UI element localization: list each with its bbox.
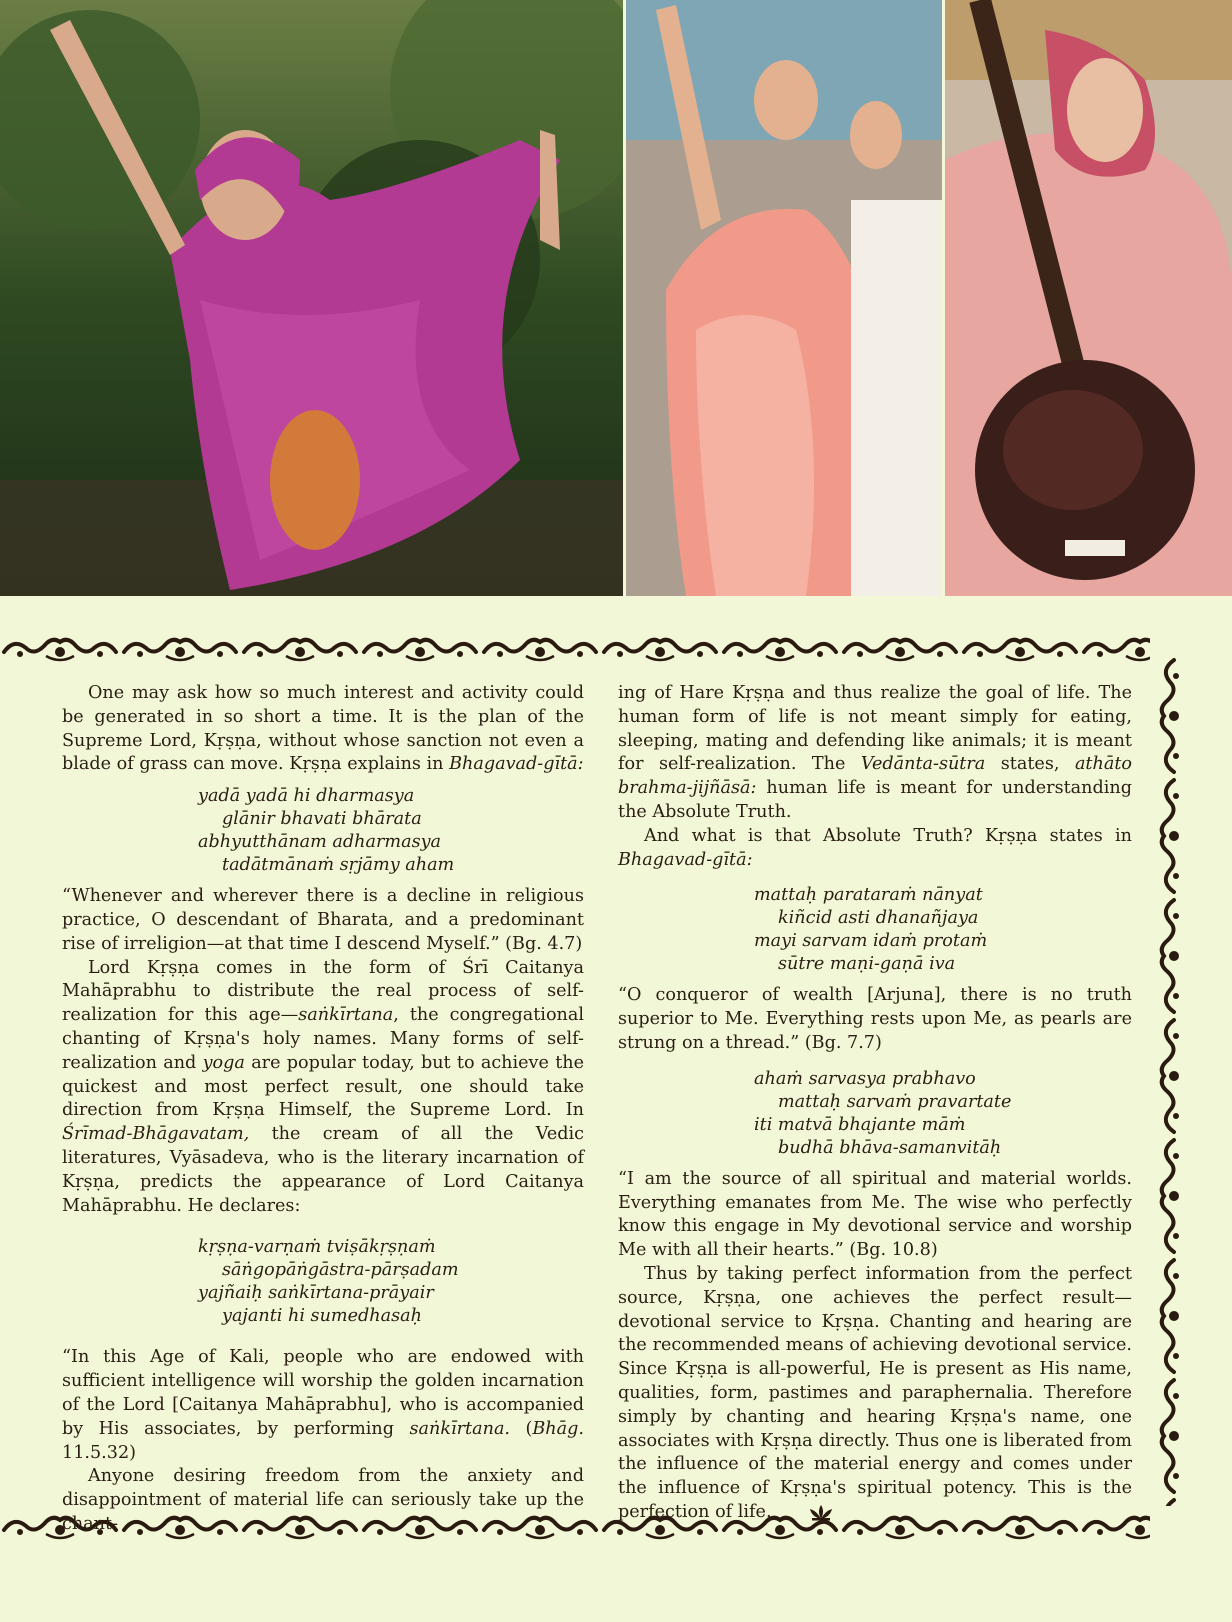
verse-line: yajanti hi sumedhasaḥ	[222, 1306, 422, 1327]
dancing-devotee-photo	[0, 0, 623, 596]
top-ornament-border	[0, 630, 1150, 664]
verse-line: yadā yadā hi dharmasya	[198, 786, 415, 807]
paragraph: And what is that Absolute Truth? Kṛṣṇa states in Bhagavad-gītā:	[618, 825, 1132, 870]
right-text-column	[618, 682, 1132, 1529]
paragraph: “O conqueror of wealth [Arjuna], there is no truth superior to Me. Everything rests upon Me, as pearls are strung on a thread.” (Bg. 7.7)	[618, 985, 1132, 1053]
photo-strip	[0, 0, 1232, 596]
sanskrit-verse	[618, 884, 1132, 976]
verse-line: sūtre maṇi-gaṇā iva	[778, 954, 956, 975]
verse-line: mattaḥ parataraṁ nānyat	[754, 885, 983, 906]
paragraph: One may ask how so much interest and activity could be generated in so short a time. It is the plan of the Supreme Lord, Kṛṣṇa, without whose sanction not even a blade of grass can move. Kṛṣṇa explains in Bhagavad-gītā:	[62, 683, 584, 775]
verse-line: sāṅgopāṅgāstra-pārṣadam	[222, 1260, 459, 1281]
paragraph: Lord Kṛṣṇa comes in the form of Śrī Caitanya Mahāprabhu to distribute the real process of self-realization for this age—saṅkīrtana, the congregational chanting of Kṛṣṇa's holy names. Many forms of self-realization and yoga are popular today, but to achieve the quickest and most perfect result, one should take direction from Kṛṣṇa Himself, the Supreme Lord. In Śrīmad-Bhāgavatam, the cream of all the Vedic literatures, Vyāsadeva, who is the literary incarnation of Kṛṣṇa, predicts the appearance of Lord Caitanya Mahāprabhu. He declares:	[62, 957, 585, 1216]
verse-line: mattaḥ sarvaṁ pravartate	[778, 1091, 1012, 1112]
left-text-column	[62, 682, 584, 1537]
sanskrit-verse	[62, 785, 584, 877]
verse-line: kṛṣṇa-varṇaṁ tviṣākṛṣṇaṁ	[198, 1237, 436, 1258]
verse-line: yajñaiḥ saṅkīrtana-prāyair	[198, 1283, 434, 1304]
paragraph: “I am the source of all spiritual and material worlds. Everything emanates from Me. The wise who perfectly know this engage in My devotional service and worship Me with all their hearts.” (Bg. 10.8)	[618, 1168, 1132, 1261]
chanting-procession-photo	[626, 0, 942, 596]
lotus-icon	[782, 1503, 834, 1529]
tambura-player-photo	[945, 0, 1232, 596]
paragraph: Anyone desiring freedom from the anxiety and disappointment of material life can seriously take up the chant-	[62, 1466, 584, 1534]
scroll-ornament-icon	[1152, 656, 1186, 1506]
verse-line: budhā bhāva-samanvitāḥ	[778, 1137, 1002, 1158]
verse-line: mayi sarvam idaṁ protaṁ	[754, 931, 988, 952]
paragraph: “Whenever and wherever there is a decline in religious practice, O descendant of Bharata, and a predominant rise of irreligion—at that time I descend Myself.” (Bg. 4.7)	[62, 886, 584, 954]
verse-line: ahaṁ sarvasya prabhavo	[754, 1068, 976, 1089]
verse-line: kiñcid asti dhanañjaya	[778, 908, 979, 929]
right-ornament-border	[1152, 656, 1186, 1506]
paragraph: Thus by taking perfect information from the perfect source, Kṛṣṇa, one achieves the perfect result—devotional service to Kṛṣṇa. Chanting and hearing are the recommended means of achieving devotional service. Since Kṛṣṇa is all-powerful, He is present as His name, qualities, form, pastimes and paraphernalia. Therefore simply by chanting and hearing Kṛṣṇa's name, one associates with Kṛṣṇa directly. Thus one is liberated from the influence of the material energy and comes under the influence of Kṛṣṇa's spiritual potency. This is the perfection of life.	[618, 1263, 1132, 1529]
sanskrit-verse	[618, 1068, 1132, 1160]
verse-line: glānir bhavati bhārata	[222, 809, 422, 830]
paragraph: “In this Age of Kali, people who are endowed with sufficient intelligence will worship the golden incarnation of the Lord [Caitanya Mahāprabhu], who is accompanied by His associates, by performing saṅkīrtana. (Bhāg. 11.5.32)	[62, 1347, 584, 1463]
verse-line: abhyutthānam adharmasya	[198, 832, 442, 853]
verse-line: iti matvā bhajante māṁ	[754, 1114, 966, 1135]
paragraph: ing of Hare Kṛṣṇa and thus realize the goal of life. The human form of life is not meant simply for eating, sleeping, mating and defending like animals; it is meant for self-realization. The Vedānta-sūtra states, athāto brahma-jijñāsā: human life is meant for understanding the Absolute Truth.	[618, 683, 1132, 822]
verse-line: tadātmānaṁ sṛjāmy aham	[222, 855, 455, 876]
scroll-ornament-icon	[0, 630, 1150, 664]
sanskrit-verse	[62, 1236, 584, 1328]
